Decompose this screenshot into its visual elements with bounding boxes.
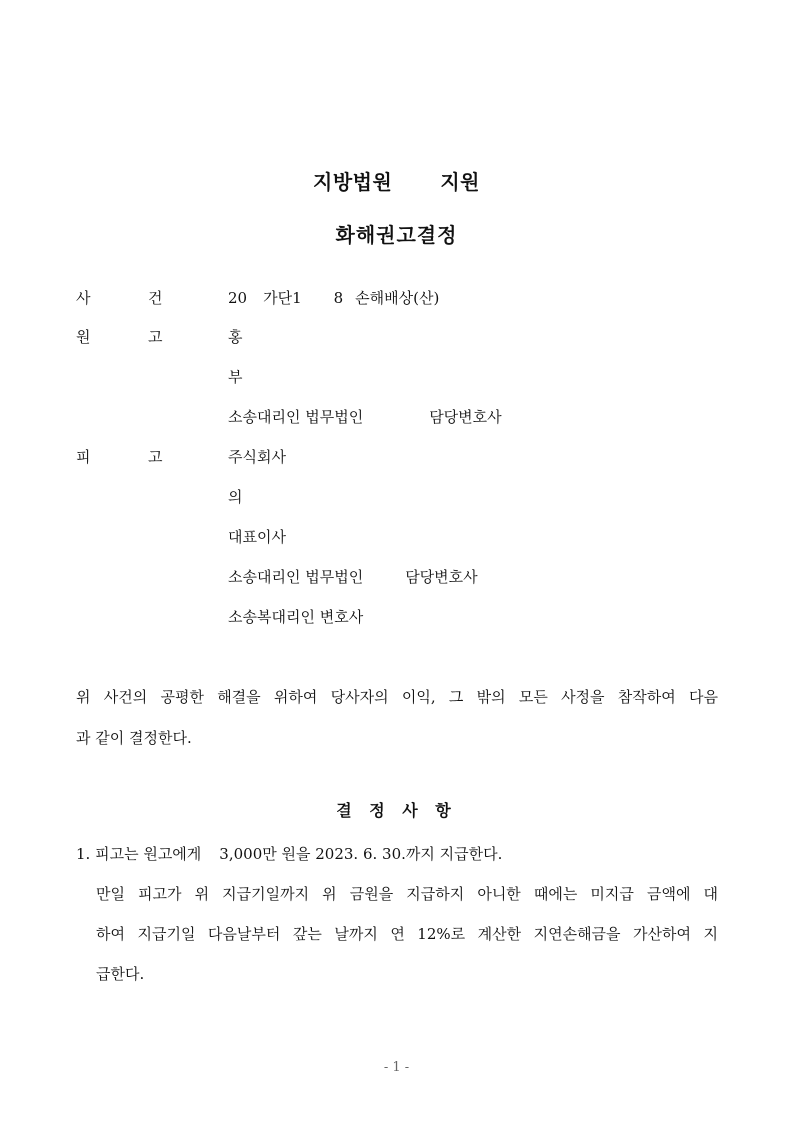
decision-item-1 [76,844,502,864]
defendant-counsel-firm: 소송대리인 법무법인 [228,568,364,586]
defendant-counsel [228,567,478,587]
plaintiff-line2: 부 [228,368,243,386]
plaintiff-counsel-attorney: 담당변호사 [429,408,502,426]
case-label-a: 사 [76,289,91,307]
plaintiff-name: 홍 [228,328,243,346]
defendant-sub-counsel: 소송복대리인 변호사 [228,608,364,626]
plaintiff-counsel-firm: 소송대리인 법무법인 [228,408,364,426]
defendant-label-a: 피 [76,448,91,466]
decision-heading: 결 정 사 항 [336,801,457,820]
case-label-b: 건 [148,289,163,307]
plaintiff-label-a: 원 [76,328,91,346]
case-name: 손해배상(산) [355,289,440,307]
defendant-representative: 대표이사 [228,528,286,546]
case-year: 20 [228,289,248,307]
defendant-label-b: 고 [148,448,163,466]
defendant-counsel-attorney: 담당변호사 [405,568,478,586]
item-continuation-3: 급한다. [96,965,145,983]
item-text-rest: 3,000만 원을 2023. 6. 30.까지 지급한다. [219,845,503,863]
court-name: 지방법원 [313,170,393,194]
case-type: 가단1 [263,289,302,307]
document-title: 화해권고결정 [335,223,458,247]
plaintiff-counsel [228,407,502,427]
intro-line-2: 과 같이 결정한다. [76,729,192,747]
plaintiff-label-b: 고 [148,328,163,346]
court-branch: 지원 [440,170,480,194]
item-continuation-1: 만일 피고가 위 지급기일까지 위 금원을 지급하지 아니한 때에는 미지급 금액에 대 [96,885,718,903]
case-num-tail: 8 [333,289,344,307]
page-number: - 1 - [383,1060,410,1075]
item-continuation-2: 하여 지급기일 다음날부터 갚는 날까지 연 12%로 계산한 지연손해금을 가산하여 지 [96,925,718,943]
item-text-prefix: 피고는 원고에게 [95,845,202,863]
court-heading [0,166,793,195]
item-number: 1. [76,845,91,863]
defendant-company: 주식회사 [228,448,286,466]
intro-line-1: 위 사건의 공평한 해결을 위하여 당사자의 이익, 그 밖의 모든 사정을 참작하여 다음 [76,688,718,706]
defendant-line2: 의 [228,488,243,506]
case-value [228,288,439,308]
